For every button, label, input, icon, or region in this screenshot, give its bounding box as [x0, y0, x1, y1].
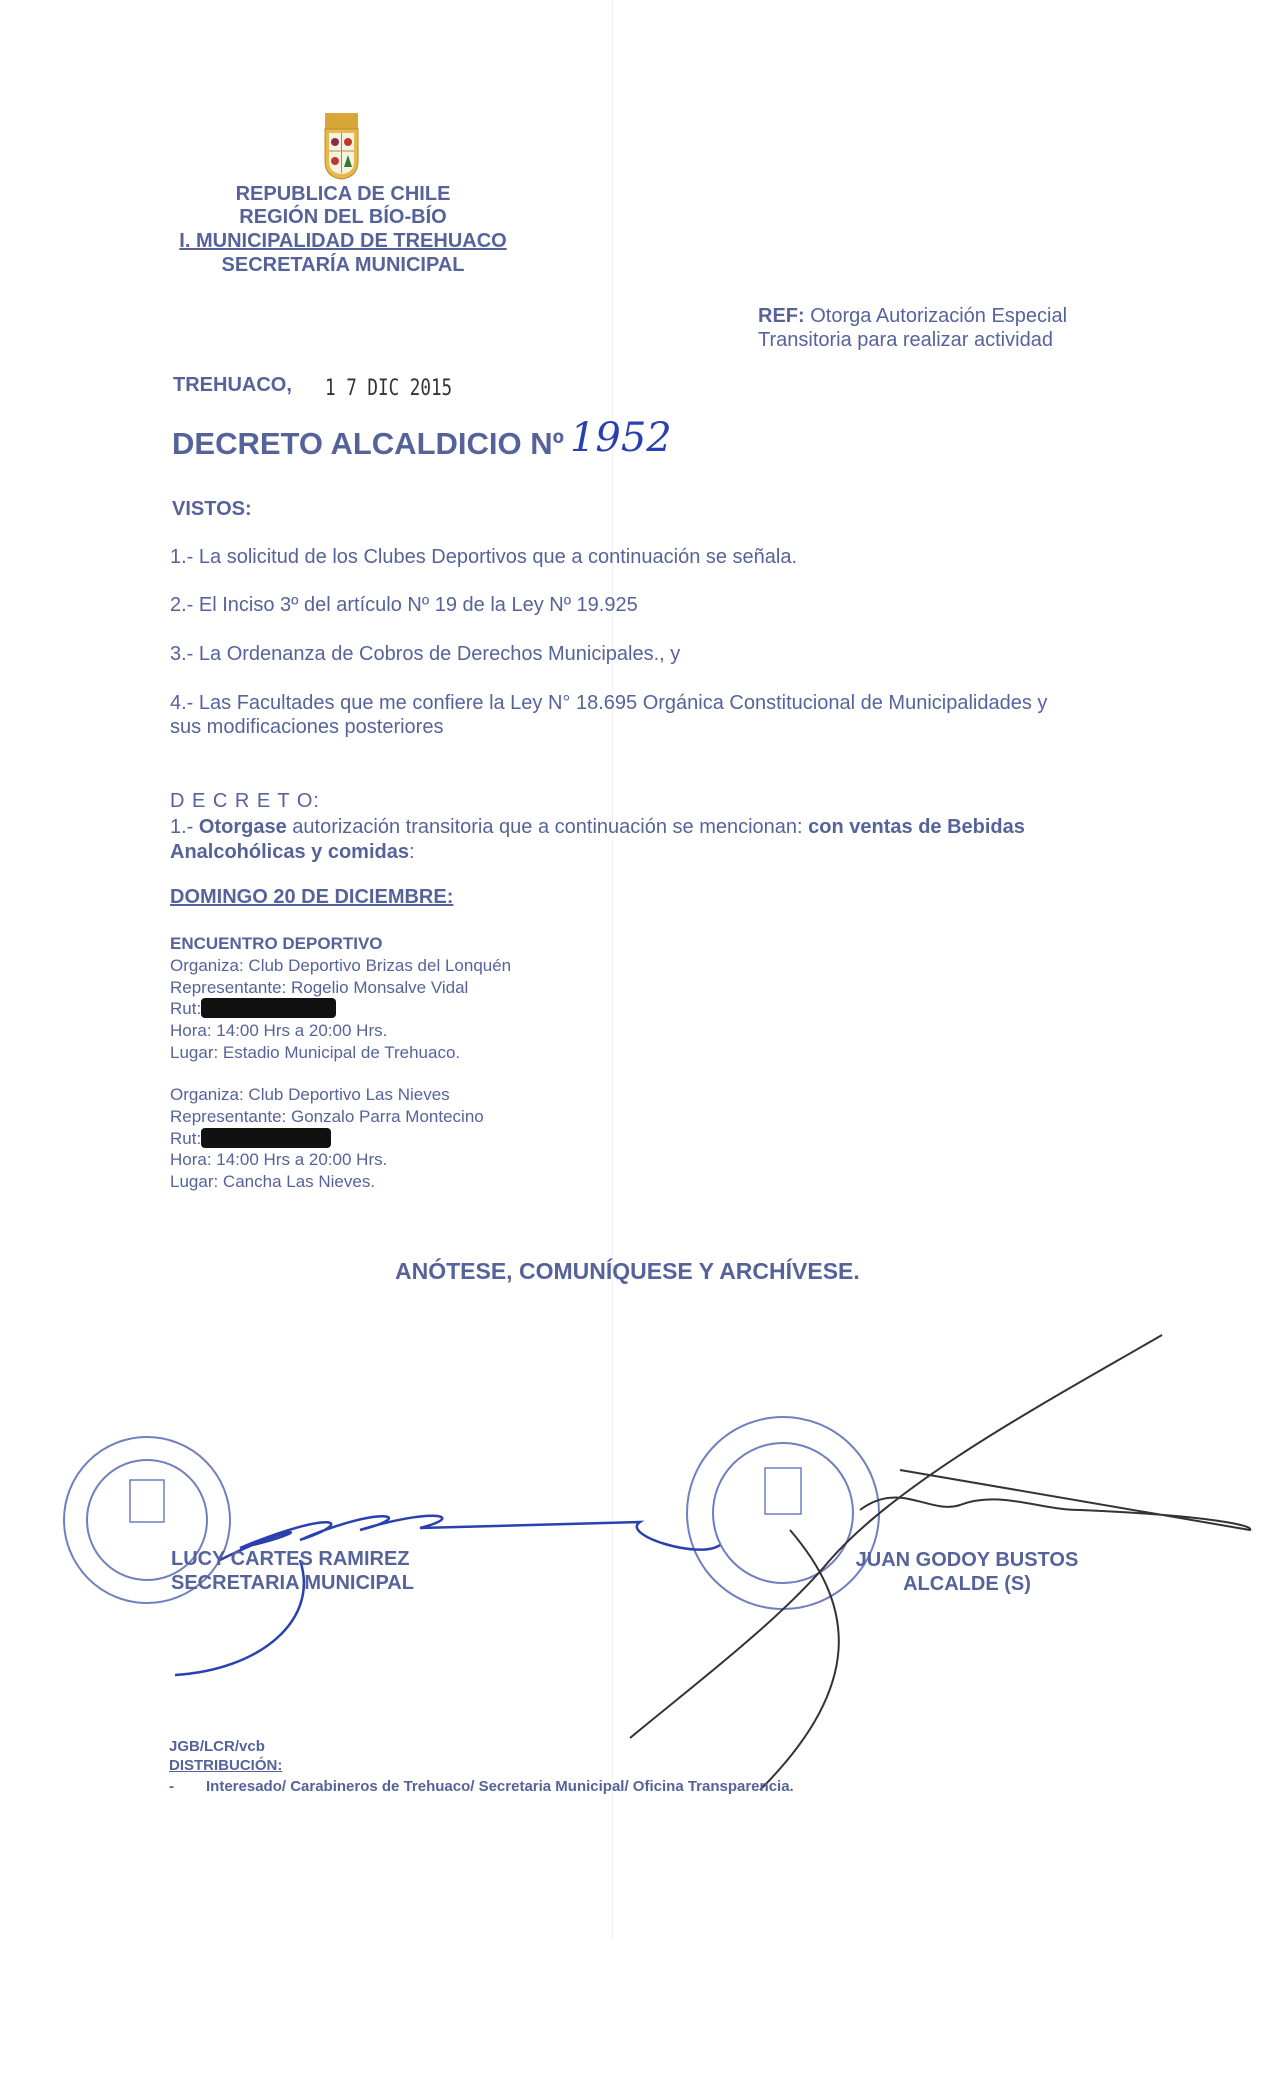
vistos-item-1: 1.- La solicitud de los Clubes Deportivos que a continuación se señala.: [170, 546, 798, 568]
event-representative: Representante: Gonzalo Parra Montecino: [170, 1106, 484, 1126]
distribution-label: DISTRIBUCIÓN:: [169, 1757, 283, 1774]
event-hours: Hora: 14:00 Hrs a 20:00 Hrs.: [170, 1150, 388, 1170]
header-region: REGIÓN DEL BÍO-BÍO: [239, 206, 447, 228]
vistos-title: VISTOS:: [172, 498, 252, 520]
decree-number-handwritten: 1952: [569, 415, 672, 461]
paragraph-bold-text: con ventas de Bebidas: [808, 816, 1025, 838]
event-organizer: Organiza: Club Deportivo Brizas del Lonquén: [170, 955, 512, 975]
vistos-item-3: 3.- La Ordenanza de Cobros de Derechos Municipales., y: [170, 643, 681, 665]
vistos-item-4-cont: sus modificaciones posteriores: [170, 716, 444, 738]
event-place: Lugar: Estadio Municipal de Trehuaco.: [170, 1042, 461, 1062]
event-representative: Representante: Rogelio Monsalve Vidal: [170, 977, 469, 997]
date-stamp: 1 7 DIC 2015: [325, 376, 453, 401]
header-country: REPUBLICA DE CHILE: [235, 183, 451, 205]
event-place: Lugar: Cancha Las Nieves.: [170, 1172, 376, 1192]
vistos-item-4: 4.- Las Facultades que me confiere la Ley N° 18.695 Orgánica Constitucional de Municipalidades y: [170, 692, 1048, 714]
left-signer-name: LUCY CARTES RAMIREZ: [171, 1548, 410, 1570]
page-fold-line: [612, 0, 613, 1940]
decreto-title: D E C R E T O:: [170, 790, 320, 812]
ref-text-2: Transitoria para realizar actividad: [758, 329, 1053, 351]
ref-line-1: [758, 305, 1067, 328]
ref-text-1: Otorga Autorización Especial: [810, 305, 1068, 327]
event-organizer: Organiza: Club Deportivo Las Nieves: [170, 1085, 450, 1104]
distribution-list: Interesado/ Carabineros de Trehuaco/ Secretaria Municipal/ Oficina Transparencia.: [206, 1778, 794, 1795]
header-municipality: I. MUNICIPALIDAD DE TREHUACO: [179, 230, 507, 252]
event-block-1: [170, 933, 511, 1064]
paragraph-text: autorización transitoria que a continuación se mencionan:: [292, 816, 803, 838]
rut-label: Rut:: [170, 1128, 202, 1148]
paragraph-number: 1.-: [170, 816, 194, 838]
vistos-item-2: 2.- El Inciso 3º del artículo Nº 19 de la Ley Nº 19.925: [170, 594, 638, 616]
redaction-mark: [201, 998, 336, 1018]
closing-formula: ANÓTESE, COMUNÍQUESE Y ARCHÍVESE.: [395, 1258, 860, 1284]
redaction-mark: [201, 1128, 331, 1148]
event-rut: [170, 1128, 484, 1150]
right-signer-role: ALCALDE (S): [903, 1573, 1031, 1595]
distribution-bullet: -: [169, 1778, 174, 1795]
event-block-2: [170, 1084, 484, 1193]
rut-label: Rut:: [170, 999, 202, 1019]
place: TREHUACO,: [173, 374, 292, 396]
left-signature: [175, 1516, 720, 1675]
event-date-heading: DOMINGO 20 DE DICIEMBRE:: [170, 886, 454, 908]
initials: JGB/LCR/vcb: [169, 1738, 265, 1755]
left-signer-role: SECRETARIA MUNICIPAL: [171, 1572, 414, 1594]
paragraph-colon: :: [408, 841, 415, 863]
coat-of-arms-logo: [319, 111, 364, 181]
right-signer-name: JUAN GODOY BUSTOS: [855, 1549, 1079, 1571]
header-department: SECRETARÍA MUNICIPAL: [221, 254, 465, 276]
decree-title-row: [172, 412, 672, 464]
decreto-paragraph-1: [170, 816, 1025, 839]
event-title: ENCUENTRO DEPORTIVO: [170, 934, 383, 953]
paragraph-bold-cont: Analcohólicas y comidas: [170, 841, 409, 863]
ref-label: REF:: [758, 305, 805, 327]
paragraph-verb: Otorgase: [198, 816, 287, 838]
decree-title: DECRETO ALCALDICIO Nº: [172, 426, 564, 461]
decreto-paragraph-1-cont: [170, 841, 415, 864]
event-rut: [170, 998, 511, 1020]
event-hours: Hora: 14:00 Hrs a 20:00 Hrs.: [170, 1021, 388, 1041]
